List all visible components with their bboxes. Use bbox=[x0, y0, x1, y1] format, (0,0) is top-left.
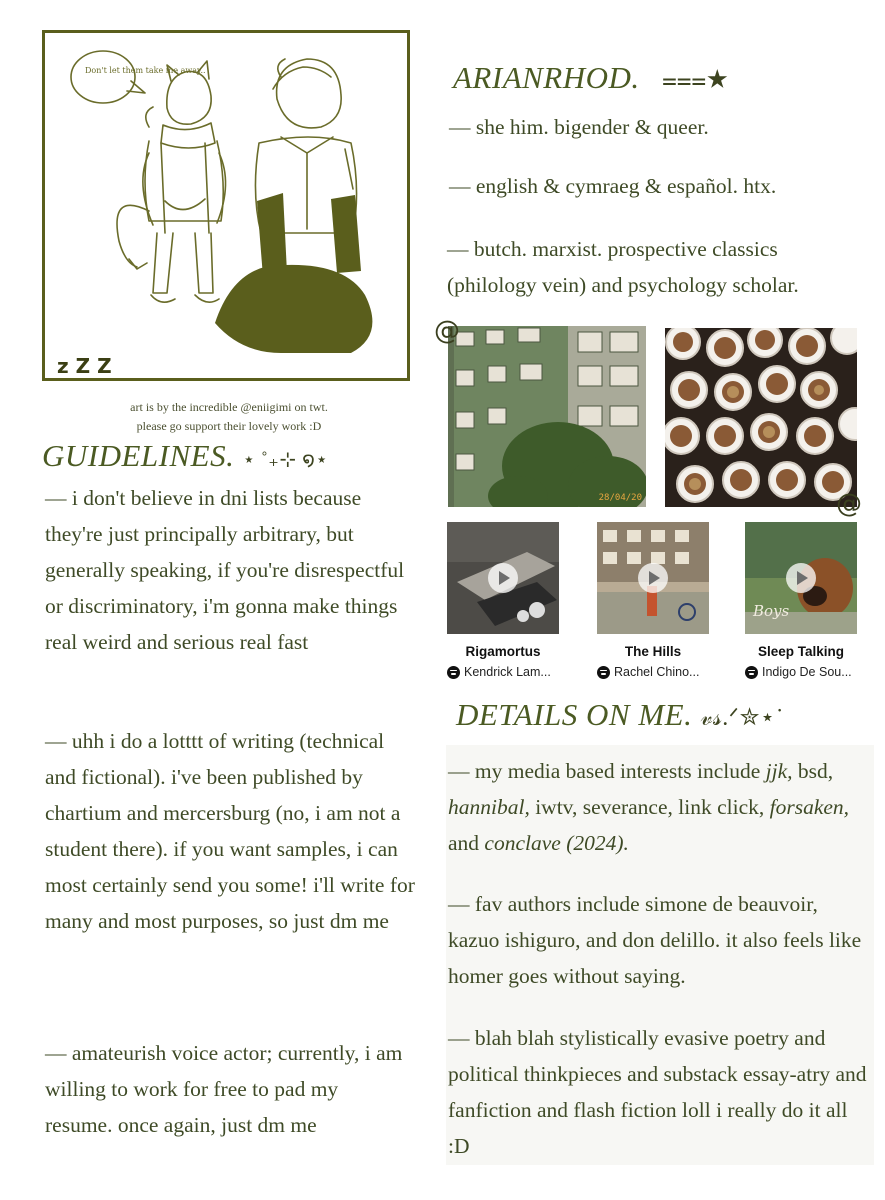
sleep-zzz: z Z Z bbox=[57, 354, 112, 378]
about-pronouns: — she him. bigender & queer. bbox=[449, 115, 709, 139]
about-identity: — butch. marxist. prospective classics (philology vein) and psychology scholar. bbox=[447, 237, 799, 297]
details-decoration: 𝓋𝓈.ᐟ✮⋆˙ bbox=[700, 705, 785, 731]
about-languages: — english & cymraeg & español. htx. bbox=[449, 174, 777, 198]
interest-bsd: bsd, bbox=[797, 759, 834, 783]
swirl-decoration-top: @ bbox=[434, 316, 460, 346]
speech-bubble-text: Don't let them take me away.. bbox=[85, 66, 206, 75]
interest-forsaken: forsaken, bbox=[769, 795, 850, 819]
track-title[interactable]: Sleep Talking bbox=[757, 644, 845, 659]
art-credit bbox=[42, 398, 416, 436]
track-artist[interactable] bbox=[447, 665, 559, 679]
play-icon[interactable] bbox=[786, 563, 816, 593]
details-authors: — fav authors include simone de beauvoir, kazuo ishiguro, and don delillo. it also feels like homer goes without saying. bbox=[448, 892, 862, 988]
play-icon[interactable] bbox=[488, 563, 518, 593]
interests-prefix: — my media based interests include bbox=[448, 759, 761, 783]
photo-date-stamp: 28/04/20 bbox=[598, 493, 642, 503]
interest-hannibal: hannibal, bbox=[448, 795, 530, 819]
track-artist-name[interactable]: Kendrick Lam... bbox=[464, 665, 551, 679]
interest-jjk: jjk, bbox=[765, 759, 793, 783]
swirl-decoration-bottom: @ bbox=[836, 489, 862, 519]
photo-coffee-cups bbox=[665, 328, 857, 507]
interest-conclave: conclave (2024). bbox=[484, 831, 629, 855]
art-credit-line1: art is by the incredible @eniigimi on twt. bbox=[130, 400, 328, 414]
guidelines-title: GUIDELINES. bbox=[42, 438, 235, 473]
track-artist[interactable] bbox=[597, 665, 709, 679]
guideline-writing: — uhh i do a lotttt of writing (technical and fictional). i've been published by chartium and mercersburg (no, i am not a student there). if you want samples, i can most certainly send you some! i'll write for many and most purposes, so just dm me bbox=[45, 729, 415, 933]
track-cover[interactable] bbox=[745, 522, 857, 634]
album-cover-text: Boys bbox=[753, 602, 790, 620]
spotify-icon bbox=[597, 666, 610, 679]
spotify-icon bbox=[447, 666, 460, 679]
details-interests bbox=[448, 753, 868, 861]
photo-apartment-building bbox=[448, 326, 646, 507]
track-card[interactable] bbox=[447, 522, 559, 679]
artwork-illustration bbox=[45, 33, 407, 378]
details-heading bbox=[456, 697, 784, 733]
track-card[interactable] bbox=[597, 522, 709, 679]
details-title: DETAILS ON ME. bbox=[456, 697, 693, 732]
artwork-frame bbox=[42, 30, 410, 381]
guidelines-decoration: ⋆ ˚₊⊹ ໑⋆ bbox=[242, 449, 329, 471]
play-icon[interactable] bbox=[638, 563, 668, 593]
track-cover[interactable] bbox=[447, 522, 559, 634]
name-decoration: ⩶★ bbox=[661, 65, 729, 94]
interest-and: and bbox=[448, 831, 480, 855]
track-title[interactable]: The Hills bbox=[624, 644, 682, 659]
track-artist-name[interactable]: Indigo De Sou... bbox=[762, 665, 852, 679]
track-cover[interactable] bbox=[597, 522, 709, 634]
track-artist-name[interactable]: Rachel Chino... bbox=[614, 665, 700, 679]
track-title[interactable]: Rigamortus bbox=[465, 644, 541, 659]
details-writing: — blah blah stylistically evasive poetry and political thinkpieces and substack essay-atry and fanfiction and flash fiction loll i really do it all :D bbox=[448, 1026, 867, 1158]
guideline-voice-acting: — amateurish voice actor; currently, i am willing to work for free to pad my resume. once again, just dm me bbox=[45, 1041, 403, 1137]
guidelines-heading bbox=[42, 438, 328, 474]
guideline-dni: — i don't believe in dni lists because they're just principally arbitrary, but generally speaking, if you're disrespectful or discriminatory, i'm gonna make things real weird and serious real fast bbox=[45, 486, 405, 654]
interest-list: iwtv, severance, link click, bbox=[535, 795, 765, 819]
name-title: ARIANRHOD. bbox=[453, 60, 640, 95]
track-card[interactable] bbox=[745, 522, 857, 679]
track-artist[interactable] bbox=[745, 665, 857, 679]
name-heading bbox=[453, 60, 728, 96]
spotify-icon bbox=[745, 666, 758, 679]
art-credit-line2: please go support their lovely work :D bbox=[136, 419, 322, 433]
